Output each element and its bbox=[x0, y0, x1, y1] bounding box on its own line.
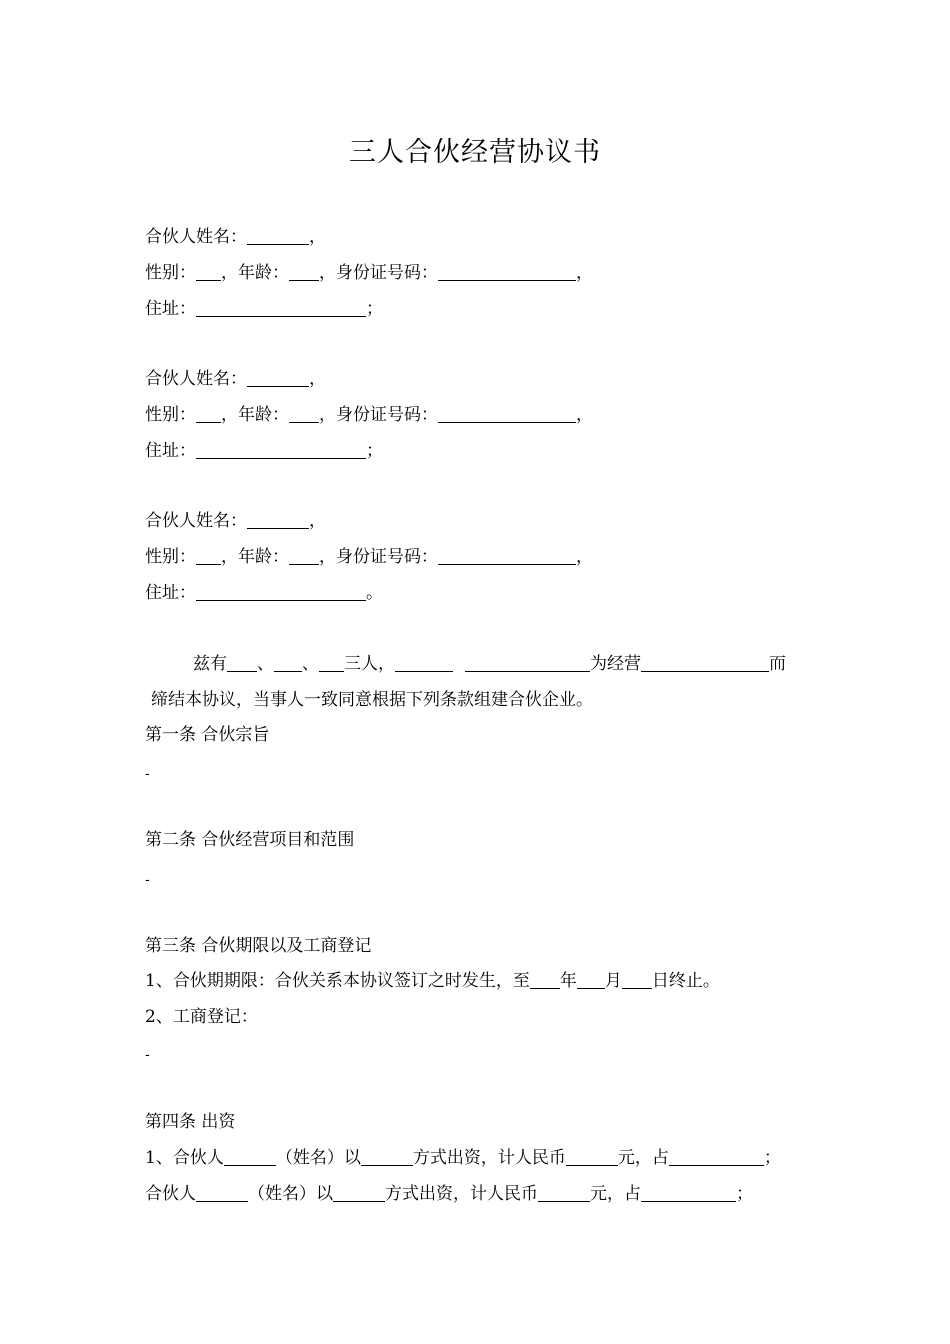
placeholder-dash: - bbox=[145, 872, 150, 888]
age-label: ，年龄： bbox=[221, 263, 289, 283]
placeholder-dash: - bbox=[145, 766, 150, 782]
address-label: 住址： bbox=[145, 299, 196, 319]
article-4-line-1: 1、合伙人 （姓名）以 方式出资，计人民币 元，占 ； bbox=[145, 1148, 781, 1168]
gender-blank bbox=[196, 404, 221, 423]
id-label: ，身份证号码： bbox=[319, 263, 438, 283]
name-label: 合伙人姓名： bbox=[145, 227, 247, 247]
age-label: ，年龄： bbox=[221, 547, 289, 567]
partner3-info-line: 性别： ，年龄： ，身份证号码： ， bbox=[145, 547, 593, 567]
name-blank bbox=[247, 226, 309, 245]
article-3-item-1: 1、合伙期期限：合伙关系本协议签订之时发生，至 年 月 日终止。 bbox=[145, 971, 720, 991]
day-blank bbox=[622, 970, 652, 989]
placeholder-dash: - bbox=[145, 1047, 150, 1063]
blank bbox=[465, 653, 590, 672]
partner1-info-line: 性别： ，年龄： ，身份证号码： ， bbox=[145, 263, 593, 283]
name-label: 合伙人姓名： bbox=[145, 511, 247, 531]
id-label: ，身份证号码： bbox=[319, 405, 438, 425]
article-4-line-2: 合伙人 （姓名）以 方式出资，计人民币 元，占 ； bbox=[145, 1184, 753, 1204]
year-blank bbox=[530, 970, 560, 989]
partner1-address-line: 住址： ； bbox=[145, 299, 383, 319]
age-blank bbox=[289, 404, 319, 423]
partner-blank bbox=[319, 653, 344, 672]
article-3-item-2: 2、工商登记： bbox=[145, 1007, 258, 1027]
name-label: 合伙人姓名： bbox=[145, 369, 247, 389]
partner2-name-line: 合伙人姓名： ， bbox=[145, 369, 326, 389]
name-blank bbox=[224, 1147, 276, 1166]
method-blank bbox=[361, 1147, 413, 1166]
address-blank bbox=[196, 440, 366, 459]
article-1-heading: 第一条 合伙宗旨 bbox=[145, 725, 270, 745]
month-blank bbox=[577, 970, 605, 989]
share-blank bbox=[669, 1147, 764, 1166]
intro-line-2: 缔结本协议，当事人一致同意根据下列条款组建合伙企业。 bbox=[151, 690, 593, 710]
article-4-heading: 第四条 出资 bbox=[145, 1112, 236, 1132]
document-title: 三人合伙经营协议书 bbox=[349, 137, 601, 168]
partner-blank bbox=[274, 653, 302, 672]
age-blank bbox=[289, 262, 319, 281]
blank bbox=[395, 653, 453, 672]
id-blank bbox=[438, 404, 576, 423]
partner-blank bbox=[227, 653, 257, 672]
partner2-address-line: 住址： ； bbox=[145, 441, 383, 461]
partner1-name-line: 合伙人姓名： ， bbox=[145, 227, 326, 247]
id-blank bbox=[438, 262, 576, 281]
gender-blank bbox=[196, 546, 221, 565]
gender-label: 性别： bbox=[145, 405, 196, 425]
share-blank bbox=[641, 1183, 736, 1202]
address-label: 住址： bbox=[145, 441, 196, 461]
amount-blank bbox=[538, 1183, 590, 1202]
address-blank bbox=[196, 582, 366, 601]
article-2-heading: 第二条 合伙经营项目和范围 bbox=[145, 830, 355, 850]
age-label: ，年龄： bbox=[221, 405, 289, 425]
address-label: 住址： bbox=[145, 583, 196, 603]
amount-blank bbox=[566, 1147, 618, 1166]
id-blank bbox=[438, 546, 576, 565]
partner2-info-line: 性别： ，年龄： ，身份证号码： ， bbox=[145, 405, 593, 425]
gender-label: 性别： bbox=[145, 263, 196, 283]
name-blank bbox=[196, 1183, 248, 1202]
id-label: ，身份证号码： bbox=[319, 547, 438, 567]
method-blank bbox=[333, 1183, 385, 1202]
partner3-name-line: 合伙人姓名： ， bbox=[145, 511, 326, 531]
gender-label: 性别： bbox=[145, 547, 196, 567]
business-blank bbox=[641, 653, 769, 672]
name-blank bbox=[247, 368, 309, 387]
intro-line-1: 兹有 、 、 三人， 为经营 而 bbox=[193, 654, 786, 674]
gender-blank bbox=[196, 262, 221, 281]
address-blank bbox=[196, 298, 366, 317]
article-3-heading: 第三条 合伙期限以及工商登记 bbox=[145, 936, 372, 956]
age-blank bbox=[289, 546, 319, 565]
name-blank bbox=[247, 510, 309, 529]
partner3-address-line: 住址： 。 bbox=[145, 583, 383, 603]
